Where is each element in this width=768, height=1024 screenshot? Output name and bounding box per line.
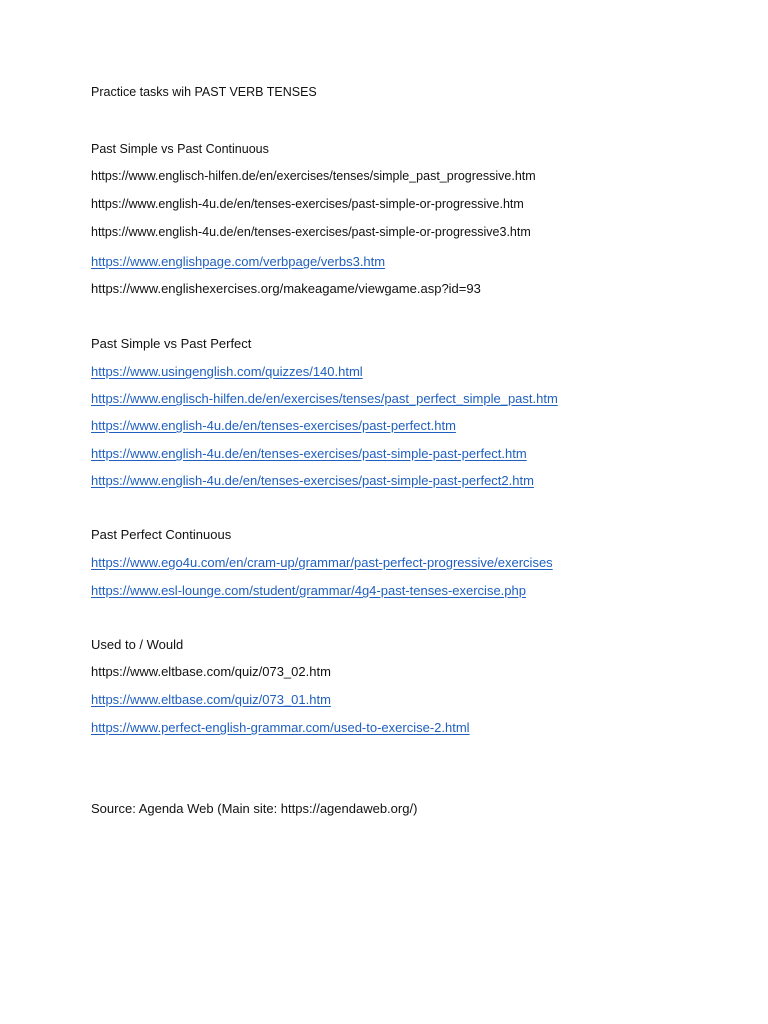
link-item[interactable]: https://www.english-4u.de/en/tenses-exercises/past-simple-past-perfect2.htm bbox=[91, 473, 534, 488]
link-item[interactable]: https://www.esl-lounge.com/student/grammar/4g4-past-tenses-exercise.php bbox=[91, 583, 526, 598]
link-item[interactable]: https://www.eltbase.com/quiz/073_01.htm bbox=[91, 692, 331, 707]
section-heading-used-to-would: Used to / Would bbox=[91, 637, 184, 652]
link-item[interactable]: https://www.usingenglish.com/quizzes/140.html bbox=[91, 364, 363, 379]
link-item[interactable]: https://www.english-4u.de/en/tenses-exercises/past-simple-past-perfect.htm bbox=[91, 446, 527, 461]
section-heading-past-perfect-continuous: Past Perfect Continuous bbox=[91, 527, 232, 542]
link-item[interactable]: https://www.perfect-english-grammar.com/used-to-exercise-2.html bbox=[91, 720, 470, 735]
list-item: https://www.englishexercises.org/makeagame/viewgame.asp?id=93 bbox=[91, 281, 481, 296]
link-item[interactable]: https://www.englishpage.com/verbpage/verbs3.htm bbox=[91, 254, 386, 269]
source-note: Source: Agenda Web (Main site: https://agendaweb.org/) bbox=[91, 801, 418, 816]
list-item: https://www.eltbase.com/quiz/073_02.htm bbox=[91, 664, 331, 679]
link-item[interactable]: https://www.english-4u.de/en/tenses-exercises/past-perfect.htm bbox=[91, 418, 456, 433]
section-heading-past-simple-vs-past-continuous: Past Simple vs Past Continuous bbox=[91, 142, 269, 156]
document-title: Practice tasks wih PAST VERB TENSES bbox=[91, 85, 317, 99]
link-item[interactable]: https://www.englisch-hilfen.de/en/exercises/tenses/past_perfect_simple_past.htm bbox=[91, 391, 558, 406]
link-item[interactable]: https://www.ego4u.com/en/cram-up/grammar/past-perfect-progressive/exercises bbox=[91, 555, 553, 570]
list-item: https://www.english-4u.de/en/tenses-exercises/past-simple-or-progressive3.htm bbox=[91, 225, 531, 239]
section-heading-past-simple-vs-past-perfect: Past Simple vs Past Perfect bbox=[91, 336, 252, 351]
list-item: https://www.englisch-hilfen.de/en/exercises/tenses/simple_past_progressive.htm bbox=[91, 169, 536, 183]
list-item: https://www.english-4u.de/en/tenses-exercises/past-simple-or-progressive.htm bbox=[91, 197, 524, 211]
